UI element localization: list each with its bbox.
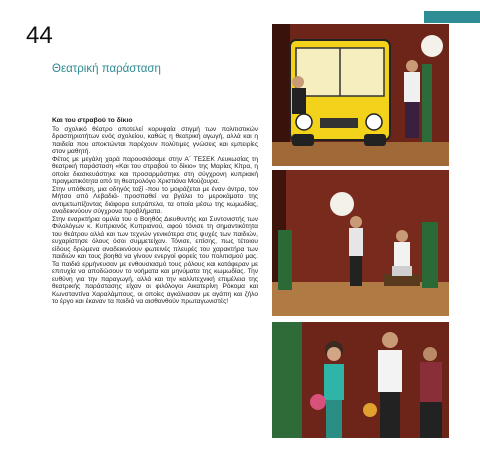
article-paragraph: Το σχολικό θέατρο αποτελεί κορυφαία στιγμή των πολιτιστικών δραστηριοτήτων ενός σχολείου, καθώς η θεατρική αγωγή, αλλά και η παιδεία που αποκτώνται παρέχουν πολύτιμες γνώσεις και εμπειρίες στον μαθητή. — [52, 125, 258, 155]
article-paragraph: Στην εναρκτήρια ομιλία του ο Βοηθός Διευθυντής και Συντονιστής των Φιλολόγων κ. Κυπριανός Κυπριανού, αφού τόνισε τη σημαντικότητα του θεάτρου αλλά και των τεχνών γενικότερα στις ψυχές των παιδιών, ευχαρίστησε όλους όσοι συμμετείχαν. Τόνισε, επίσης, πως τέτοιου είδους δρώμενα αναδεικνύουν φωτεινές πλευρές του χαρακτήρα των παιδιών και τους βοηθά να γίνουν ενεργοί φορείς του πολιτισμού μας. Τα παιδιά ερμήνευσαν με ενθουσιασμό τους ρόλους και κατάφεραν με επιτυχία να αποδώσουν το νοήματα και μηνύματα της κωμωδίας. Την ευθύνη για την παραγωγή, αλλά και την καλλιτεχνική επιμέλεια της θεατρικής παράστασης είχαν οι φιλόλογοι Αικατερίνη Ρόκομα και Κωνσταντίνα Χαραλάμπους, οι οποίες αγκάλιασαν με αγάπη και ζήλο το έργο και έκαναν τα παιδιά να αισθανθούν πρωταγωνιστές! — [52, 215, 258, 305]
section-title: Θεατρική παράσταση — [52, 63, 161, 75]
article-paragraph: Φέτος με μεγάλη χαρά παρουσιάσαμε στην Α΄ ΤΕΣΕΚ Λευκωσίας τη θεατρική παράσταση «Και του στραβού το δίκιο» της Μαρίας Κίτρα, η οποία διασκευάστηκε και προσαρμόστηκε στη σύγχρονη κυπριακή πραγματικότητα από τη θεατρολόγο Χριστιάνα Μούζουρα. — [52, 155, 258, 185]
article-title: Και του στραβού το δίκιο — [52, 117, 133, 124]
article-paragraph: Στην υπόθεση, μια οδηγός ταξί -που το μοιράζεται με έναν άντρα, τον Μήτσο από Λεβαδιά- προσπαθεί να βγάλει το μεροκάματο της αντιμετωπίζοντας διάφορα ευτράπελα, τα οποία μέσω της κωμωδίας, αναδεικνύουν σύγχρονα προβλήματα. — [52, 185, 258, 215]
photo-taxi-scene — [272, 24, 449, 166]
article — [52, 117, 258, 306]
photo-teachers-illustration — [272, 322, 449, 438]
photo-taxi-illustration — [272, 24, 449, 166]
photo-stage-scene — [272, 170, 449, 316]
photo-stage-illustration — [272, 170, 449, 316]
page-number: 44 — [26, 22, 53, 49]
accent-bar — [424, 11, 480, 23]
photo-teachers — [272, 322, 449, 438]
